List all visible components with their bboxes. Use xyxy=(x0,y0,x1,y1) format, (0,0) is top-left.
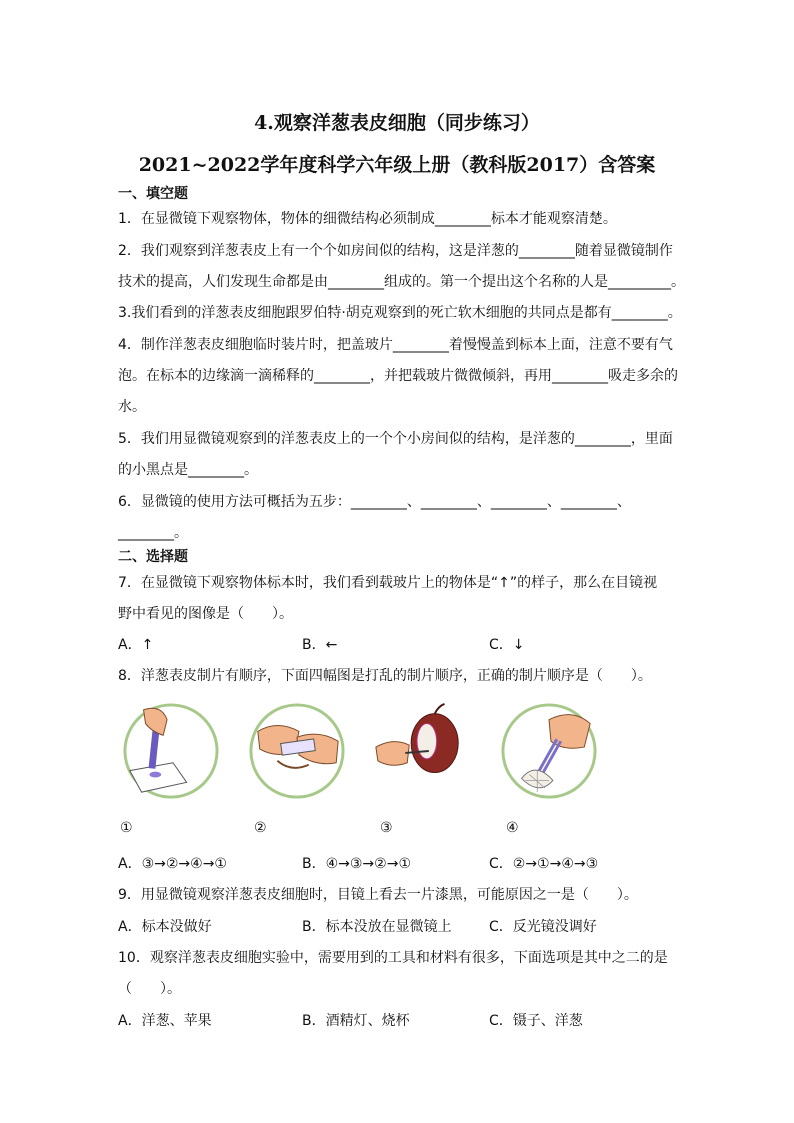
question-1: 1．在显微镜下观察物体，物体的细微结构必须制成________标本才能观察清楚。 xyxy=(118,211,617,227)
figure-label-3: ③ xyxy=(380,820,393,836)
dropper-on-slide-icon xyxy=(122,702,220,800)
question-7-line-1: 7．在显微镜下观察物体标本时，我们看到载玻片上的物体是“↑”的样子，那么在目镜视 xyxy=(118,575,658,591)
question-6-line-1: 6．显微镜的使用方法可概括为五步：________、________、________、________、 xyxy=(118,494,631,510)
question-7-line-2: 野中看见的图像是（ ）。 xyxy=(118,606,293,622)
option-a: A．③→②→④→① xyxy=(118,856,227,872)
question-4-line-2: 泡。在标本的边缘滴一滴稀释的________，并把载玻片微微倾斜，再用________吸走多余的 xyxy=(118,368,678,384)
question-9: 9．用显微镜观察洋葱表皮细胞时，目镜上看去一片漆黑，可能原因之一是（ ）。 xyxy=(118,887,638,903)
option-b: B．← xyxy=(302,637,338,653)
figure-label-2: ② xyxy=(254,820,267,836)
hands-holding-slide-icon xyxy=(248,702,346,800)
section-multiple-choice: 二、选择题 xyxy=(118,549,188,565)
question-4-line-1: 4．制作洋葱表皮细胞临时装片时，把盖玻片________着慢慢盖到标本上面，注意不要有气 xyxy=(118,337,673,353)
figure-label-1: ① xyxy=(120,820,133,836)
option-a: A．洋葱、苹果 xyxy=(118,1013,212,1029)
option-c: C．↓ xyxy=(489,637,525,653)
question-3: 3.我们看到的洋葱表皮细胞跟罗伯特·胡克观察到的死亡软木细胞的共同点是都有________。 xyxy=(118,305,682,321)
question-10-line-1: 10．观察洋葱表皮细胞实验中，需要用到的工具和材料有很多，下面选项是其中之二的是 xyxy=(118,950,668,966)
section-fill-blank: 一、填空题 xyxy=(118,186,188,202)
document-subtitle: 2021~2022学年度科学六年级上册（教科版2017）含答案 xyxy=(138,154,656,176)
question-4-line-3: 水。 xyxy=(118,399,146,415)
document-title: 4.观察洋葱表皮细胞（同步练习） xyxy=(254,112,540,134)
option-b: B．④→③→②→① xyxy=(302,856,411,872)
option-a: A．↑ xyxy=(118,637,154,653)
question-5-line-2: 的小黑点是________。 xyxy=(118,462,258,478)
cutting-onion-icon xyxy=(370,702,468,800)
question-2-line-1: 2．我们观察到洋葱表皮上有一个个如房间似的结构，这是洋葱的________随着显微镜制作 xyxy=(118,243,673,259)
option-b: B．酒精灯、烧杯 xyxy=(302,1013,410,1029)
option-c: C．②→①→④→③ xyxy=(489,856,599,872)
option-c: C．反光镜没调好 xyxy=(489,919,597,935)
question-2-line-2: 技术的提高，人们发现生命都是由________组成的。第一个提出这个名称的人是_________。 xyxy=(118,274,685,290)
option-b: B．标本没放在显微镜上 xyxy=(302,919,452,935)
option-a: A．标本没做好 xyxy=(118,919,212,935)
tweezers-peeling-skin-icon xyxy=(500,702,598,800)
question-8: 8．洋葱表皮制片有顺序，下面四幅图是打乱的制片顺序，正确的制片顺序是（ ）。 xyxy=(118,668,652,684)
question-5-line-1: 5．我们用显微镜观察到的洋葱表皮上的一个个小房间似的结构，是洋葱的________，里面 xyxy=(118,431,673,447)
figure-label-4: ④ xyxy=(506,820,519,836)
question-6-line-2: ________。 xyxy=(118,525,188,541)
question-10-line-2: （ ）。 xyxy=(118,981,181,997)
option-c: C．镊子、洋葱 xyxy=(489,1013,583,1029)
